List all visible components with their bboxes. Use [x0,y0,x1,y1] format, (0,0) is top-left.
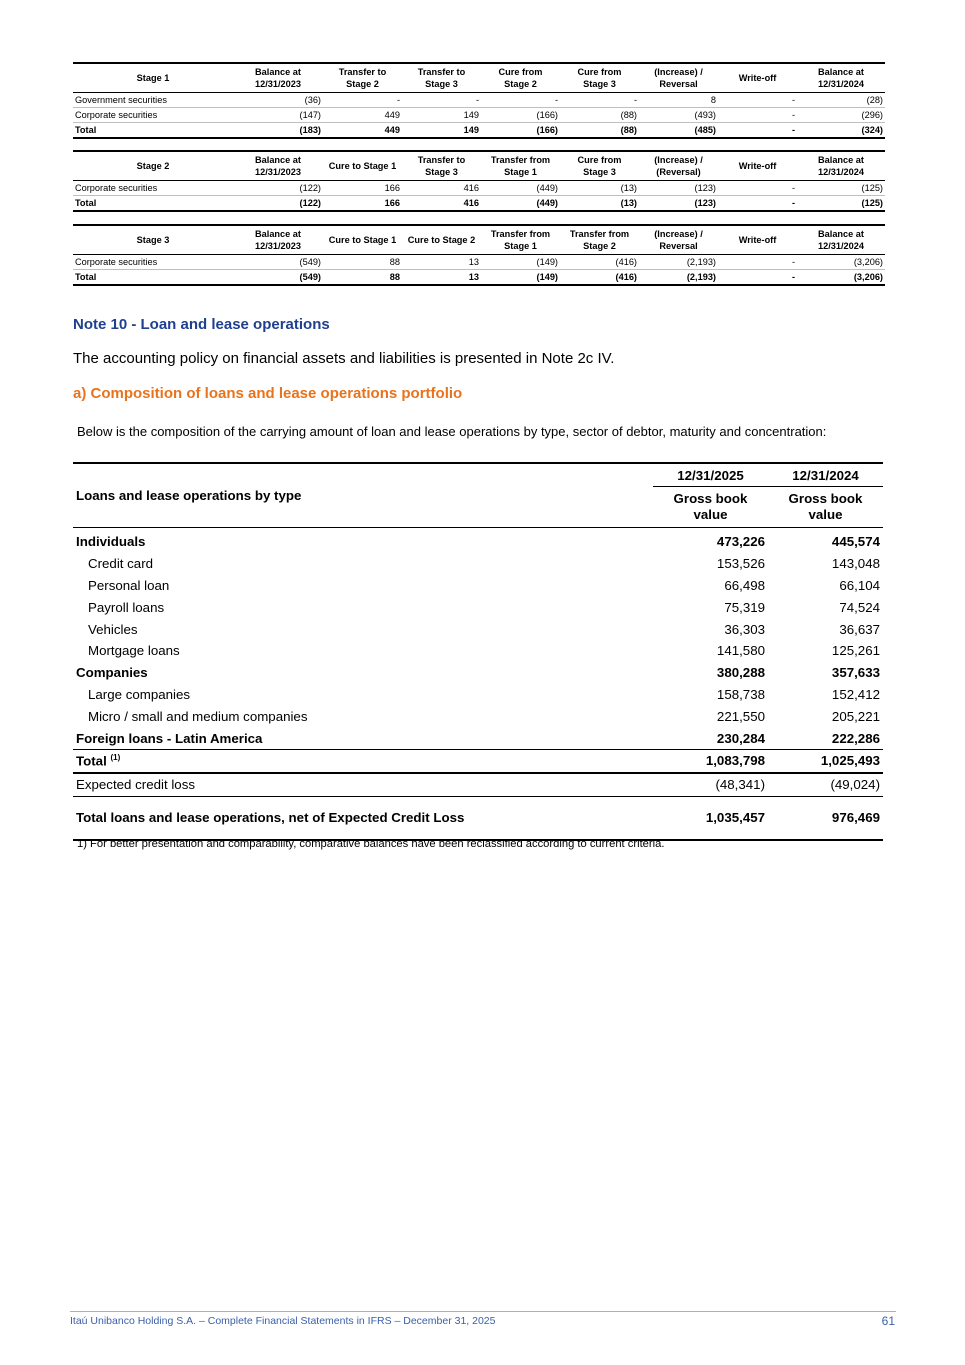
loans-table-title: Loans and lease operations by type [73,463,653,528]
cell: - [481,93,560,108]
value-2024: 66,104 [839,577,880,593]
cell: - [718,255,797,270]
cell: 13 [402,270,481,286]
value-2025: 66,498 [724,577,765,593]
ecl-row [73,773,883,796]
stage2-header-0: Stage 2 [73,151,233,181]
row-label: Micro / small and medium companies [88,708,308,724]
total-label: Total [76,753,107,769]
gross-book-value-header: Gross book value [653,487,768,528]
cell: (147) [233,108,323,123]
cell: (149) [481,255,560,270]
cell: 416 [402,196,481,212]
row-label: Total [73,270,233,286]
row-label: Total [73,123,233,139]
value-2024: 357,633 [831,665,880,681]
value-2025: 1,083,798 [653,749,768,772]
table-row [73,596,883,618]
stage3-header-4: Transfer from Stage 1 [481,225,560,255]
table-row [73,553,883,575]
cell: (36) [233,93,323,108]
stage2-header-1: Balance at 12/31/2023 [233,151,323,181]
page-number: 61 [881,1314,895,1328]
value-2025: 230,284 [716,730,765,746]
cell: (88) [560,123,639,139]
value-2024: (49,024) [768,773,883,796]
loans-table [73,462,883,841]
cell: (183) [233,123,323,139]
total-row [73,749,883,772]
cell: (3,206) [797,255,885,270]
cell: (125) [797,181,885,196]
stage1-header-6: (Increase) / Reversal [639,63,718,93]
row-label: Expected credit loss [73,773,653,796]
value-2025: (48,341) [653,773,768,796]
cell: (2,193) [639,255,718,270]
value-2025: 75,319 [724,599,765,615]
value-2024: 36,637 [839,621,880,637]
net-total-row [73,796,883,840]
cell: (2,193) [639,270,718,286]
cell: (493) [639,108,718,123]
footer-text: Itaú Unibanco Holding S.A. – Complete Financial Statements in IFRS – December 31, 2025 [70,1315,496,1327]
row-label: Vehicles [88,621,138,637]
stage3-header-7: Write-off [718,225,797,255]
stage1-header-8: Balance at 12/31/2024 [797,63,885,93]
cell: 8 [639,93,718,108]
stage3-header-3: Cure to Stage 2 [402,225,481,255]
row-label: Credit card [88,556,154,572]
gross-book-value-header: Gross book value [768,487,883,528]
intro-paragraph: The accounting policy on financial assets and liabilities is presented in Note 2c IV. [73,350,615,367]
cell: (13) [560,196,639,212]
stage2-header-2: Cure to Stage 1 [323,151,402,181]
stage3-table [73,224,885,286]
cell: (28) [797,93,885,108]
table-row [73,575,883,597]
cell: - [402,93,481,108]
cell: (122) [233,181,323,196]
cell: (324) [797,123,885,139]
value-2024: 205,221 [831,708,880,724]
cell: 149 [402,108,481,123]
value-2024: 222,286 [831,730,880,746]
table-row [73,108,885,123]
row-label: Individuals [76,534,146,550]
row-label [73,749,653,772]
row-label: Government securities [73,93,233,108]
cell: (149) [481,270,560,286]
value-2025: 141,580 [716,643,765,659]
cell: 13 [402,255,481,270]
stage1-header-1: Balance at 12/31/2023 [233,63,323,93]
cell: - [560,93,639,108]
footnote: 1) For better presentation and comparability, comparative balances have been reclassified according to current criteria. [77,838,665,850]
table-row [73,181,885,196]
row-label: Total loans and lease operations, net of Expected Credit Loss [73,796,653,840]
table-row [73,684,883,706]
cell: (416) [560,255,639,270]
cell: 88 [323,255,402,270]
cell: - [718,108,797,123]
cell: - [323,93,402,108]
row-label: Companies [76,665,148,681]
value-2024: 1,025,493 [768,749,883,772]
cell: 416 [402,181,481,196]
value-2024: 143,048 [831,556,880,572]
value-2025: 473,226 [716,534,765,550]
cell: (449) [481,196,560,212]
note-title: Note 10 - Loan and lease operations [73,316,330,333]
table-row [73,727,883,749]
stage1-header-5: Cure from Stage 3 [560,63,639,93]
row-label: Personal loan [88,577,170,593]
date-header-2024: 12/31/2024 [768,463,883,487]
stage1-header-4: Cure from Stage 2 [481,63,560,93]
value-2024: 976,469 [768,796,883,840]
stage1-table [73,62,885,139]
stage2-header-6: (Increase) / (Reversal) [639,151,718,181]
cell: 149 [402,123,481,139]
stage2-header-4: Transfer from Stage 1 [481,151,560,181]
table-row [73,640,883,662]
total-row [73,123,885,139]
stage2-table [73,150,885,212]
stage1-header-2: Transfer to Stage 2 [323,63,402,93]
date-header-2025: 12/31/2025 [653,463,768,487]
row-label: Corporate securities [73,255,233,270]
cell: 449 [323,123,402,139]
stage1-header-3: Transfer to Stage 3 [402,63,481,93]
cell: (449) [481,181,560,196]
footnote-marker: (1) [110,753,121,763]
value-2024: 445,574 [831,534,880,550]
value-2025: 158,738 [716,686,765,702]
cell: - [718,196,797,212]
total-row [73,196,885,212]
stage2-header-7: Write-off [718,151,797,181]
cell: (125) [797,196,885,212]
row-label: Total [73,196,233,212]
cell: (3,206) [797,270,885,286]
cell: (88) [560,108,639,123]
cell: 166 [323,196,402,212]
row-label: Large companies [88,686,191,702]
cell: - [718,123,797,139]
table-row [73,705,883,727]
cell: (166) [481,108,560,123]
cell: (416) [560,270,639,286]
stage3-header-5: Transfer from Stage 2 [560,225,639,255]
cell: - [718,93,797,108]
row-label: Payroll loans [88,599,165,615]
cell: 88 [323,270,402,286]
row-label: Mortgage loans [88,643,180,659]
table-row [73,528,883,553]
stage2-header-3: Transfer to Stage 3 [402,151,481,181]
value-2024: 125,261 [831,643,880,659]
row-label: Foreign loans - Latin America [76,730,263,746]
value-2024: 152,412 [831,686,880,702]
lead-paragraph: Below is the composition of the carrying amount of loan and lease operations by type, sector of debtor, maturity and concentration: [77,424,827,439]
cell: (549) [233,255,323,270]
row-label: Corporate securities [73,108,233,123]
stage3-header-8: Balance at 12/31/2024 [797,225,885,255]
cell: (166) [481,123,560,139]
stage2-header-8: Balance at 12/31/2024 [797,151,885,181]
table-row [73,255,885,270]
footer-divider [70,1311,896,1312]
cell: 449 [323,108,402,123]
cell: (296) [797,108,885,123]
stage2-header-5: Cure from Stage 3 [560,151,639,181]
cell: (549) [233,270,323,286]
cell: - [718,270,797,286]
stage1-header-0: Stage 1 [73,63,233,93]
cell: - [718,181,797,196]
value-2025: 380,288 [716,665,765,681]
stage1-header-7: Write-off [718,63,797,93]
stage3-header-0: Stage 3 [73,225,233,255]
section-subtitle: a) Composition of loans and lease operations portfolio [73,385,463,402]
table-row [73,662,883,684]
row-label: Corporate securities [73,181,233,196]
stage3-header-6: (Increase) / Reversal [639,225,718,255]
cell: (485) [639,123,718,139]
table-row [73,618,883,640]
value-2025: 36,303 [724,621,765,637]
cell: 166 [323,181,402,196]
total-row [73,270,885,286]
table-row [73,93,885,108]
stage3-header-1: Balance at 12/31/2023 [233,225,323,255]
value-2024: 74,524 [839,599,880,615]
value-2025: 221,550 [716,708,765,724]
cell: (123) [639,181,718,196]
value-2025: 153,526 [716,556,765,572]
cell: (13) [560,181,639,196]
cell: (123) [639,196,718,212]
value-2025: 1,035,457 [653,796,768,840]
cell: (122) [233,196,323,212]
stage3-header-2: Cure to Stage 1 [323,225,402,255]
